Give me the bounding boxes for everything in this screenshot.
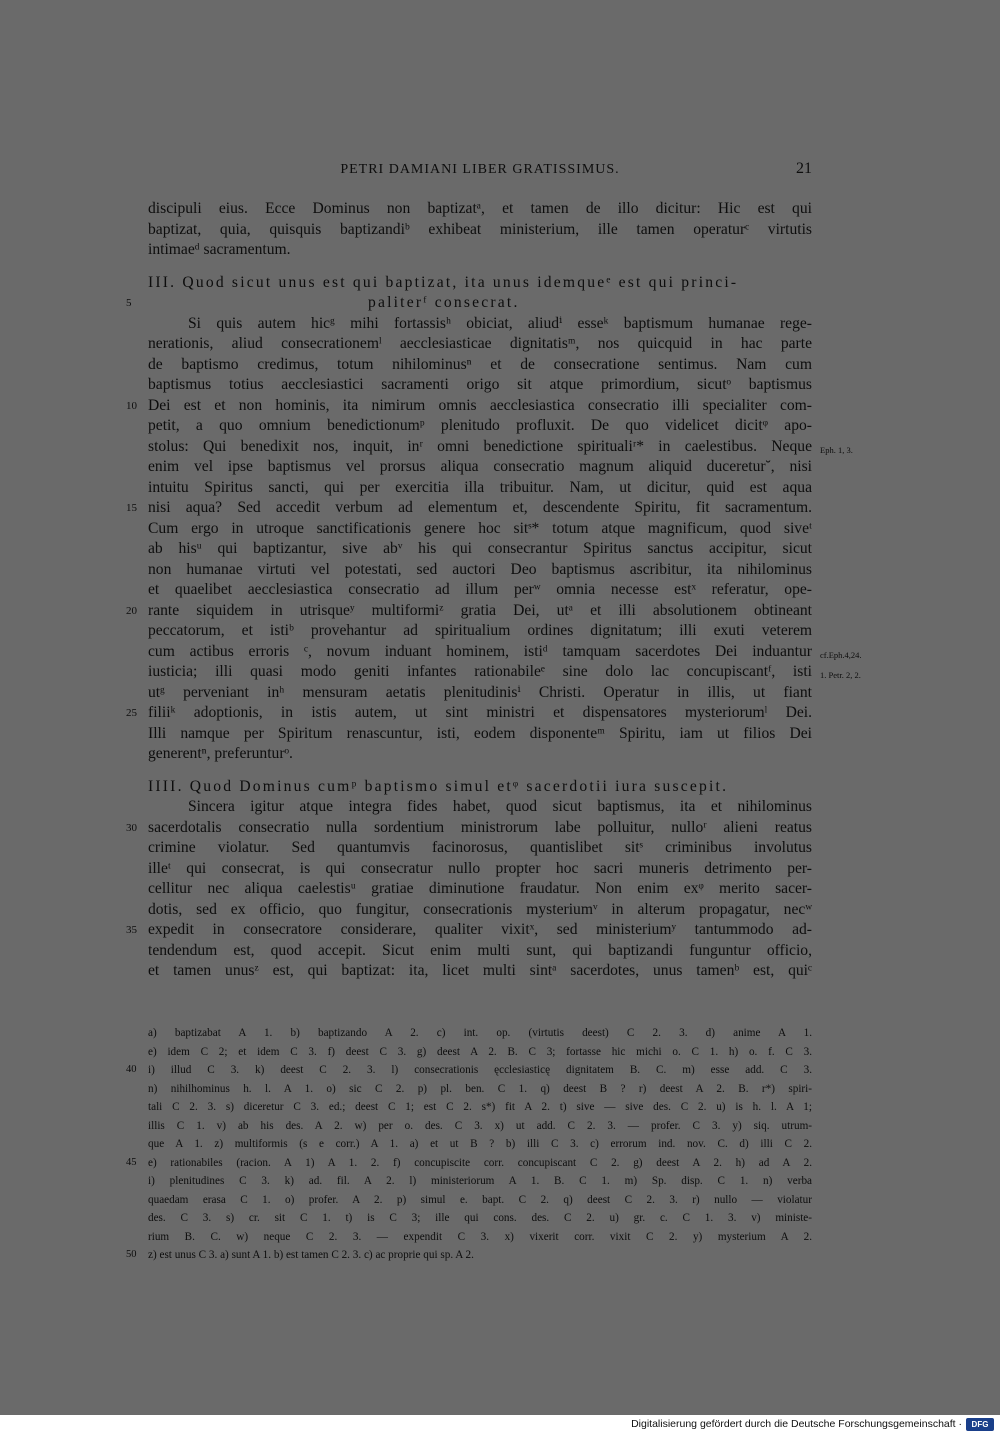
footer-bar [0, 1415, 1000, 1434]
footnote-line [148, 1117, 812, 1136]
text-line-text: cellitur nec aliqua caelestisᵘ gratiae diminutione fraudatur. Non enim exᵠ merito sacer- [148, 880, 812, 897]
marginal-reference: cf.Eph.4,24. [820, 649, 862, 660]
line-number: 35 [126, 924, 137, 936]
footnote-line-text: i) illud C 3. k) deest C 2. 3. l) consecrationis ęcclesiasticę dignitatem B. C. m) esse add. C 3. [148, 1064, 812, 1076]
footnote-line [148, 1024, 812, 1043]
text-line-text: tendendum est, quod accepit. Sicut enim multi sunt, qui baptizandi funguntur officio, [148, 941, 812, 959]
text-line-text: de baptismo credimus, totum nihilominusⁿ et de consecratione sentimus. Nam cum [148, 355, 812, 373]
footnote-line-text: quaedam erasa C 1. o) profer. A 2. p) simul e. bapt. C 2. q) deest C 2. 3. r) nullo — violatur [148, 1193, 812, 1206]
text-line-text: Dei est et non hominis, ita nimirum omnis aecclesiastica consecratio illi specialiter com- [148, 396, 812, 414]
text-line [148, 879, 812, 900]
text-line-text: Cum ergo in utroque sanctificationis genere hoc sitˢ* totum atque magnificum, quod siveᵗ [148, 519, 812, 537]
text-line-text: et quaelibet aecclesiastica consecratio ad illum perʷ omnia necesse estˣ referatur, ope- [148, 581, 812, 598]
footnote-line [148, 1080, 812, 1099]
text-line [148, 437, 853, 458]
text-line-text: stolus: Qui benedixit nos, inquit, inʳ omni benedictione spiritualiʳ* in caelestibus. Neque [148, 437, 812, 455]
text-line [126, 396, 812, 417]
text-line [148, 416, 812, 437]
text-line-text: utᵍ perveniant inʰ mensuram aetatis plenitudinisⁱ Christi. Operatur in illis, ut fiant [148, 683, 812, 701]
text-line [148, 314, 812, 335]
text-line [148, 838, 812, 859]
text-line-text: IIII. Quod Dominus cumᵖ baptismo simul etᵠ sacerdotii iura suscepit. [148, 777, 729, 795]
footnote-line-text: que A 1. z) multiformis (s e corr.) A 1. a) et ut B ? b) illi C 3. c) errorum ind. nov. C. d) illi C 2. [148, 1138, 812, 1150]
text-line-text: rante siquidem in utrisqueʸ multiformiᶻ gratia Dei, utᵃ et illi absolutionem obtineant [148, 601, 812, 619]
main-text [126, 199, 862, 982]
text-line-text: sacerdotalis consecratio nulla sordentium ministrorum labe polluitur, nulloʳ alieni reatus [148, 818, 812, 836]
text-line-text: nisi aqua? Sed accedit verbum ad elementum et, descendente Spiritu, fit sacramentum. [148, 499, 812, 516]
footnote-line [148, 1209, 812, 1228]
line-number: 10 [126, 399, 137, 412]
footnote-line-text: e) rationabiles (racion. A 1) A 1. 2. f) concupiscite corr. concupiscant C 2. g) deest A 2. h) ad A 2. [148, 1156, 812, 1169]
text-line-text: iusticia; illi quasi modo geniti infantes rationabileᵉ sine dolo lac concupiscantᶠ, isti [148, 663, 812, 680]
text-line-text: Illi namque per Spiritum renascuntur, isti, eodem disponenteᵐ Spiritu, iam ut filios Dei [148, 724, 812, 742]
text-line-text: et tamen unusᶻ est, qui baptizat: ita, licet multi sintᵃ sacerdotes, unus tamenᵇ est, quiᶜ [148, 962, 812, 979]
text-line-text: illeᵗ qui consecrat, is qui consecratur nullo propter hoc sacri muneris detrimento per- [148, 859, 812, 877]
text-line-text: paliterᶠ consecrat. [368, 294, 520, 311]
line-number: 30 [126, 821, 137, 834]
text-line [126, 920, 812, 941]
text-line-text: expedit in consecratore considerare, qualiter vixitˣ, sed ministeriumʸ tantummodo ad- [148, 921, 812, 938]
text-line [148, 797, 812, 818]
text-line [148, 199, 812, 220]
text-line [126, 293, 812, 314]
dfg-logo: DFG [966, 1418, 994, 1431]
text-line-text: Si quis autem hicᵍ mihi fortassisʰ obiciat, aliudⁱ esseᵏ baptismum humanae rege- [188, 314, 812, 332]
text-line [148, 355, 812, 376]
text-line-text: III. Quod sicut unus est qui baptizat, ita unus idemqueᵉ est qui princi- [148, 273, 739, 291]
footnote-line [148, 1135, 812, 1154]
text-line-text: non humanae virtuti vel potestati, sed auctori Deo baptismus ascribitur, ita nihilominus [148, 560, 812, 578]
text-line [148, 478, 812, 499]
line-number: 15 [126, 502, 137, 514]
text-line [148, 240, 812, 261]
footnote-line [148, 1098, 812, 1117]
footnote-line-text: des. C 3. s) cr. sit C 1. t) is C 3; ille qui cons. des. C 2. u) gr. c. C 1. 3. v) ministe- [148, 1212, 812, 1224]
footnote-line-text: tali C 2. 3. s) diceretur C 3. ed.; deest C 1; est C 2. s*) fit A 2. t) sive — sive des. C 2. u) is h. l. A 1; [148, 1101, 812, 1113]
text-line-text: baptizat, quia, quisquis baptizandiᵇ exhibeat ministerium, ille tamen operaturᶜ virtutis [148, 220, 812, 238]
footnote-line [148, 1191, 812, 1210]
footnote-line-text: e) idem C 2; et idem C 3. f) deest C 3. g) deest A 2. B. C 3; fortasse hic michi o. C 1. h) o. f. C 3. [148, 1045, 812, 1058]
funding-notice: Digitalisierung gefördert durch die Deutsche Forschungsgemeinschaft · [631, 1418, 962, 1430]
text-line-text: baptismus totius aecclesiastici sacramenti origo sit atque primordium, sicutᵒ baptismus [148, 376, 812, 393]
text-line-text: enim vel ipse baptismus vel prorsus aliqua consecratio magnum aliquid duceretur˘, nisi [148, 458, 812, 475]
line-number: 40 [126, 1064, 137, 1075]
text-line-text: filiiᵏ adoptionis, in istis autem, ut sint ministri et dispensatores mysteriorumˡ Dei. [148, 704, 812, 721]
text-line [126, 818, 812, 839]
footnote-line-text: illis C 1. v) ab his des. A 2. w) per o. des. C 3. x) ut add. C 2. 3. — profer. C 3. y) siq. utrum- [148, 1119, 812, 1132]
footnote-line-text: rium B. C. w) neque C 2. 3. — expendit C 3. x) vixerit corr. vixit C 2. y) mysterium A 2. [148, 1230, 812, 1243]
footnote-line [126, 1154, 812, 1173]
text-line [148, 961, 812, 982]
footnote-line [148, 1228, 812, 1247]
footnote-line [126, 1246, 812, 1265]
marginal-reference: Eph. 1, 3. [820, 444, 853, 455]
text-line [148, 724, 812, 745]
text-line-text: ab hisᵘ qui baptizantur, sive abᵛ his qui consecrantur Spiritus sanctus accipitur, sicut [148, 540, 812, 557]
running-header [148, 162, 812, 178]
text-line [148, 777, 812, 798]
text-line [148, 560, 812, 581]
text-line-text: nerationis, aliud consecrationemˡ aecclesiasticae dignitatisᵐ, nos quicquid in hac parte [148, 335, 812, 352]
text-line [148, 621, 812, 642]
line-number: 20 [126, 604, 137, 617]
text-line [148, 642, 862, 663]
text-line-text: cum actibus erroris ᶜ, novum induant hominem, istiᵈ tamquam sacerdotes Dei induantur [148, 642, 812, 660]
line-number: 5 [126, 297, 134, 309]
footnotes [126, 1024, 812, 1265]
text-line [148, 334, 812, 355]
footnote-line [148, 1043, 812, 1062]
text-line-text: peccatorum, et istiᵇ provehantur ad spiritualium ordines dignitatum; illi exuti veterem [148, 622, 812, 639]
page-number: 21 [796, 160, 812, 177]
text-line [126, 601, 812, 622]
text-line [126, 498, 812, 519]
text-line [148, 220, 812, 241]
text-line [148, 662, 861, 683]
text-line [148, 519, 812, 540]
text-line [148, 859, 812, 880]
footnote-line-text: a) baptizabat A 1. b) baptizando A 2. c) int. op. (virtutis deest) C 2. 3. d) anime A 1. [148, 1027, 812, 1039]
text-line-text: intimaeᵈ sacramentum. [148, 241, 291, 258]
text-line-text: crimine violatur. Sed quantumvis facinorosus, quantislibet sitˢ criminibus involutus [148, 839, 812, 856]
text-line [126, 703, 812, 724]
text-line [148, 744, 812, 765]
text-line-text: petit, a quo omnium benedictionumᵖ plenitudo profluxit. De quo videlicet dicitᵠ apo- [148, 417, 812, 434]
line-number: 45 [126, 1156, 137, 1168]
text-line-text: dotis, sed ex officio, quo fungitur, consecrationis mysteriumᵛ in alterum propagatur, necʷ [148, 900, 812, 918]
footnote-line-text: n) nihilhominus h. l. A 1. o) sic C 2. p) pl. ben. C 1. q) deest B ? r) deest A 2. B. r*) spiri- [148, 1082, 812, 1095]
footnote-line-text: i) plenitudines C 3. k) ad. fil. A 2. l) ministeriorum A 1. B. C 1. m) Sp. disp. C 1. n) verba [148, 1175, 812, 1187]
header-title: PETRI DAMIANI LIBER GRATISSIMUS. [340, 162, 620, 177]
text-line [148, 900, 812, 921]
text-line-text: generentⁿ, preferunturᵒ. [148, 745, 293, 762]
text-line-text: Sincera igitur atque integra fides habet, quod sicut baptismus, ita et nihilominus [188, 798, 812, 815]
text-line [148, 375, 812, 396]
text-line [148, 941, 812, 962]
text-line [148, 457, 812, 478]
text-line-text: discipuli eius. Ecce Dominus non baptizatᵃ, et tamen de illo dicitur: Hic est qui [148, 200, 812, 217]
footnote-line-text: z) est unus C 3. a) sunt A 1. b) est tamen C 2. 3. c) ac proprie qui sp. A 2. [148, 1249, 474, 1261]
text-line-text: intuitu Spiritus sancti, qui per exercitia illa tribuitur. Nam, ut dicitur, quid est aqua [148, 478, 812, 496]
marginal-reference: 1. Petr. 2, 2. [820, 670, 861, 680]
text-line [148, 539, 812, 560]
footnote-line [126, 1061, 812, 1080]
text-line [148, 580, 812, 601]
text-line [148, 273, 812, 294]
text-line [148, 683, 812, 704]
line-number: 25 [126, 707, 137, 719]
line-number: 50 [126, 1249, 137, 1260]
footnote-line [148, 1172, 812, 1191]
